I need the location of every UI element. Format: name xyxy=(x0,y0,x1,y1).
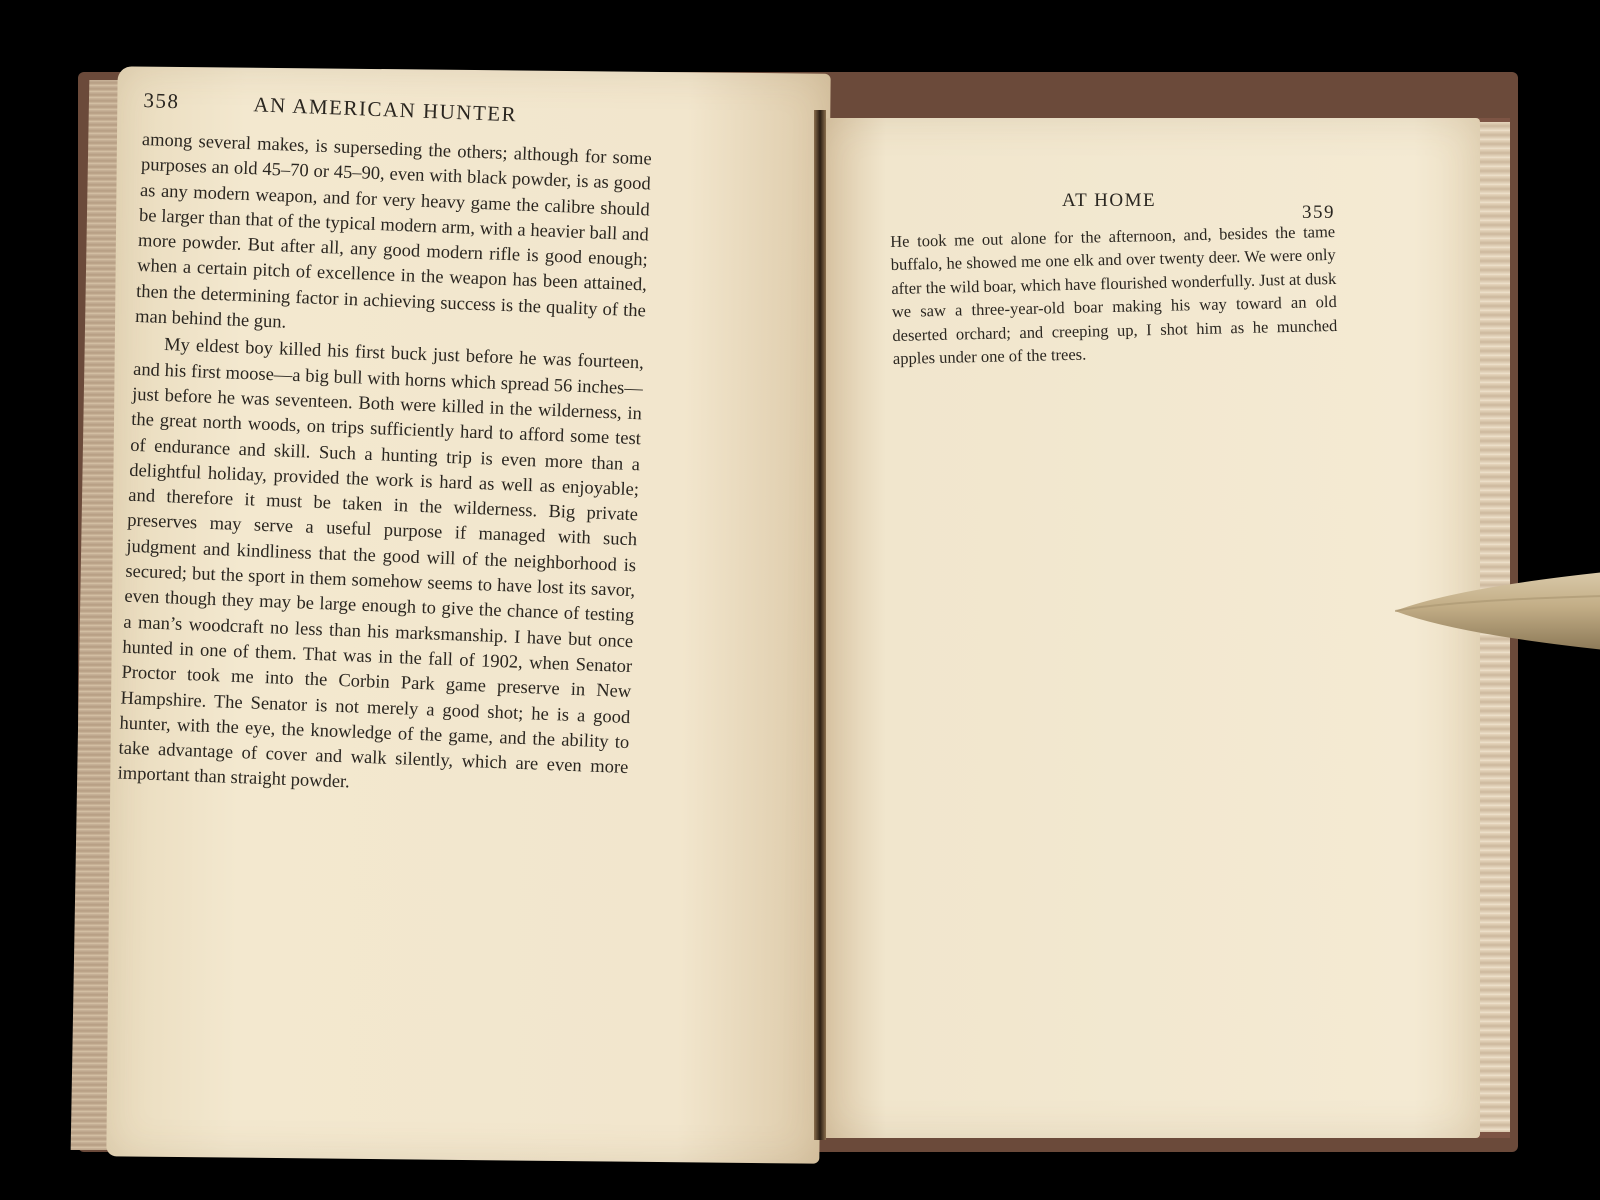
left-paragraph-2: My eldest boy killed his first buck just before he was fourteen, and his first moose—a big bull with horns which spread 56 inches—just before he was seventeen. Both were killed in the wilderness, in the great north woods, on trips sufficiently hard to afford some test of endurance and skill. Such a hunting trip is even more than a delightful holiday, provided the work is hard as well as enjoyable; and therefore it must be taken in the wilderness. Big private preserves may serve a useful purpose if managed with such judgment and kindliness that the good will of the neighborhood is secured; but the sport in them somehow seems to have lost its savor, even though they may be large enough to give the chance of testing a man’s woodcraft no less than his marksmanship. I have but once hunted in one of them. That was in the fall of 1902, when Senator Proctor took me into the Corbin Park game preserve in New Hampshire. The Senator is not merely a good shot; he is a good hunter, with the eye, the knowledge of the game, and the ability to take advantage of cover and walk silently, which are even more important than straight powder. xyxy=(117,335,645,793)
right-running-head xyxy=(890,190,1335,224)
left-running-title: AN AMERICAN HUNTER xyxy=(252,92,518,127)
right-running-title: AT HOME xyxy=(1062,190,1157,211)
left-page-number: 358 xyxy=(143,88,180,114)
right-paragraph-1: He took me out alone for the afternoon, and, besides the tame buffalo, he showed me one elk and over twenty deer. We were only after the wild boar, which have flourished wonderfully. Just at dusk we saw a three-year-old boar making his way toward an old deserted orchard; and creeping up, I shot him as he munched apples under one of the trees. xyxy=(890,221,1338,368)
left-paragraph-1: among several makes, is superseding the others; although for some purposes an old 45–70 or 45–90, even with black powder, is as good as any modern weapon, and for very heavy game the calibre should be larger than that of the typical modern arm, with a heavier ball and more powder. But after all, any good modern rifle is good enough; when a certain pitch of excellence in the weapon has been attained, then the determining factor in achieving success is the quality of the man behind the gun. xyxy=(134,129,653,333)
wooden-pointer xyxy=(1395,570,1600,652)
right-page-text xyxy=(890,190,1338,370)
left-page-text xyxy=(117,88,653,807)
right-page-number: 359 xyxy=(1302,202,1335,223)
book-gutter xyxy=(814,110,826,1140)
